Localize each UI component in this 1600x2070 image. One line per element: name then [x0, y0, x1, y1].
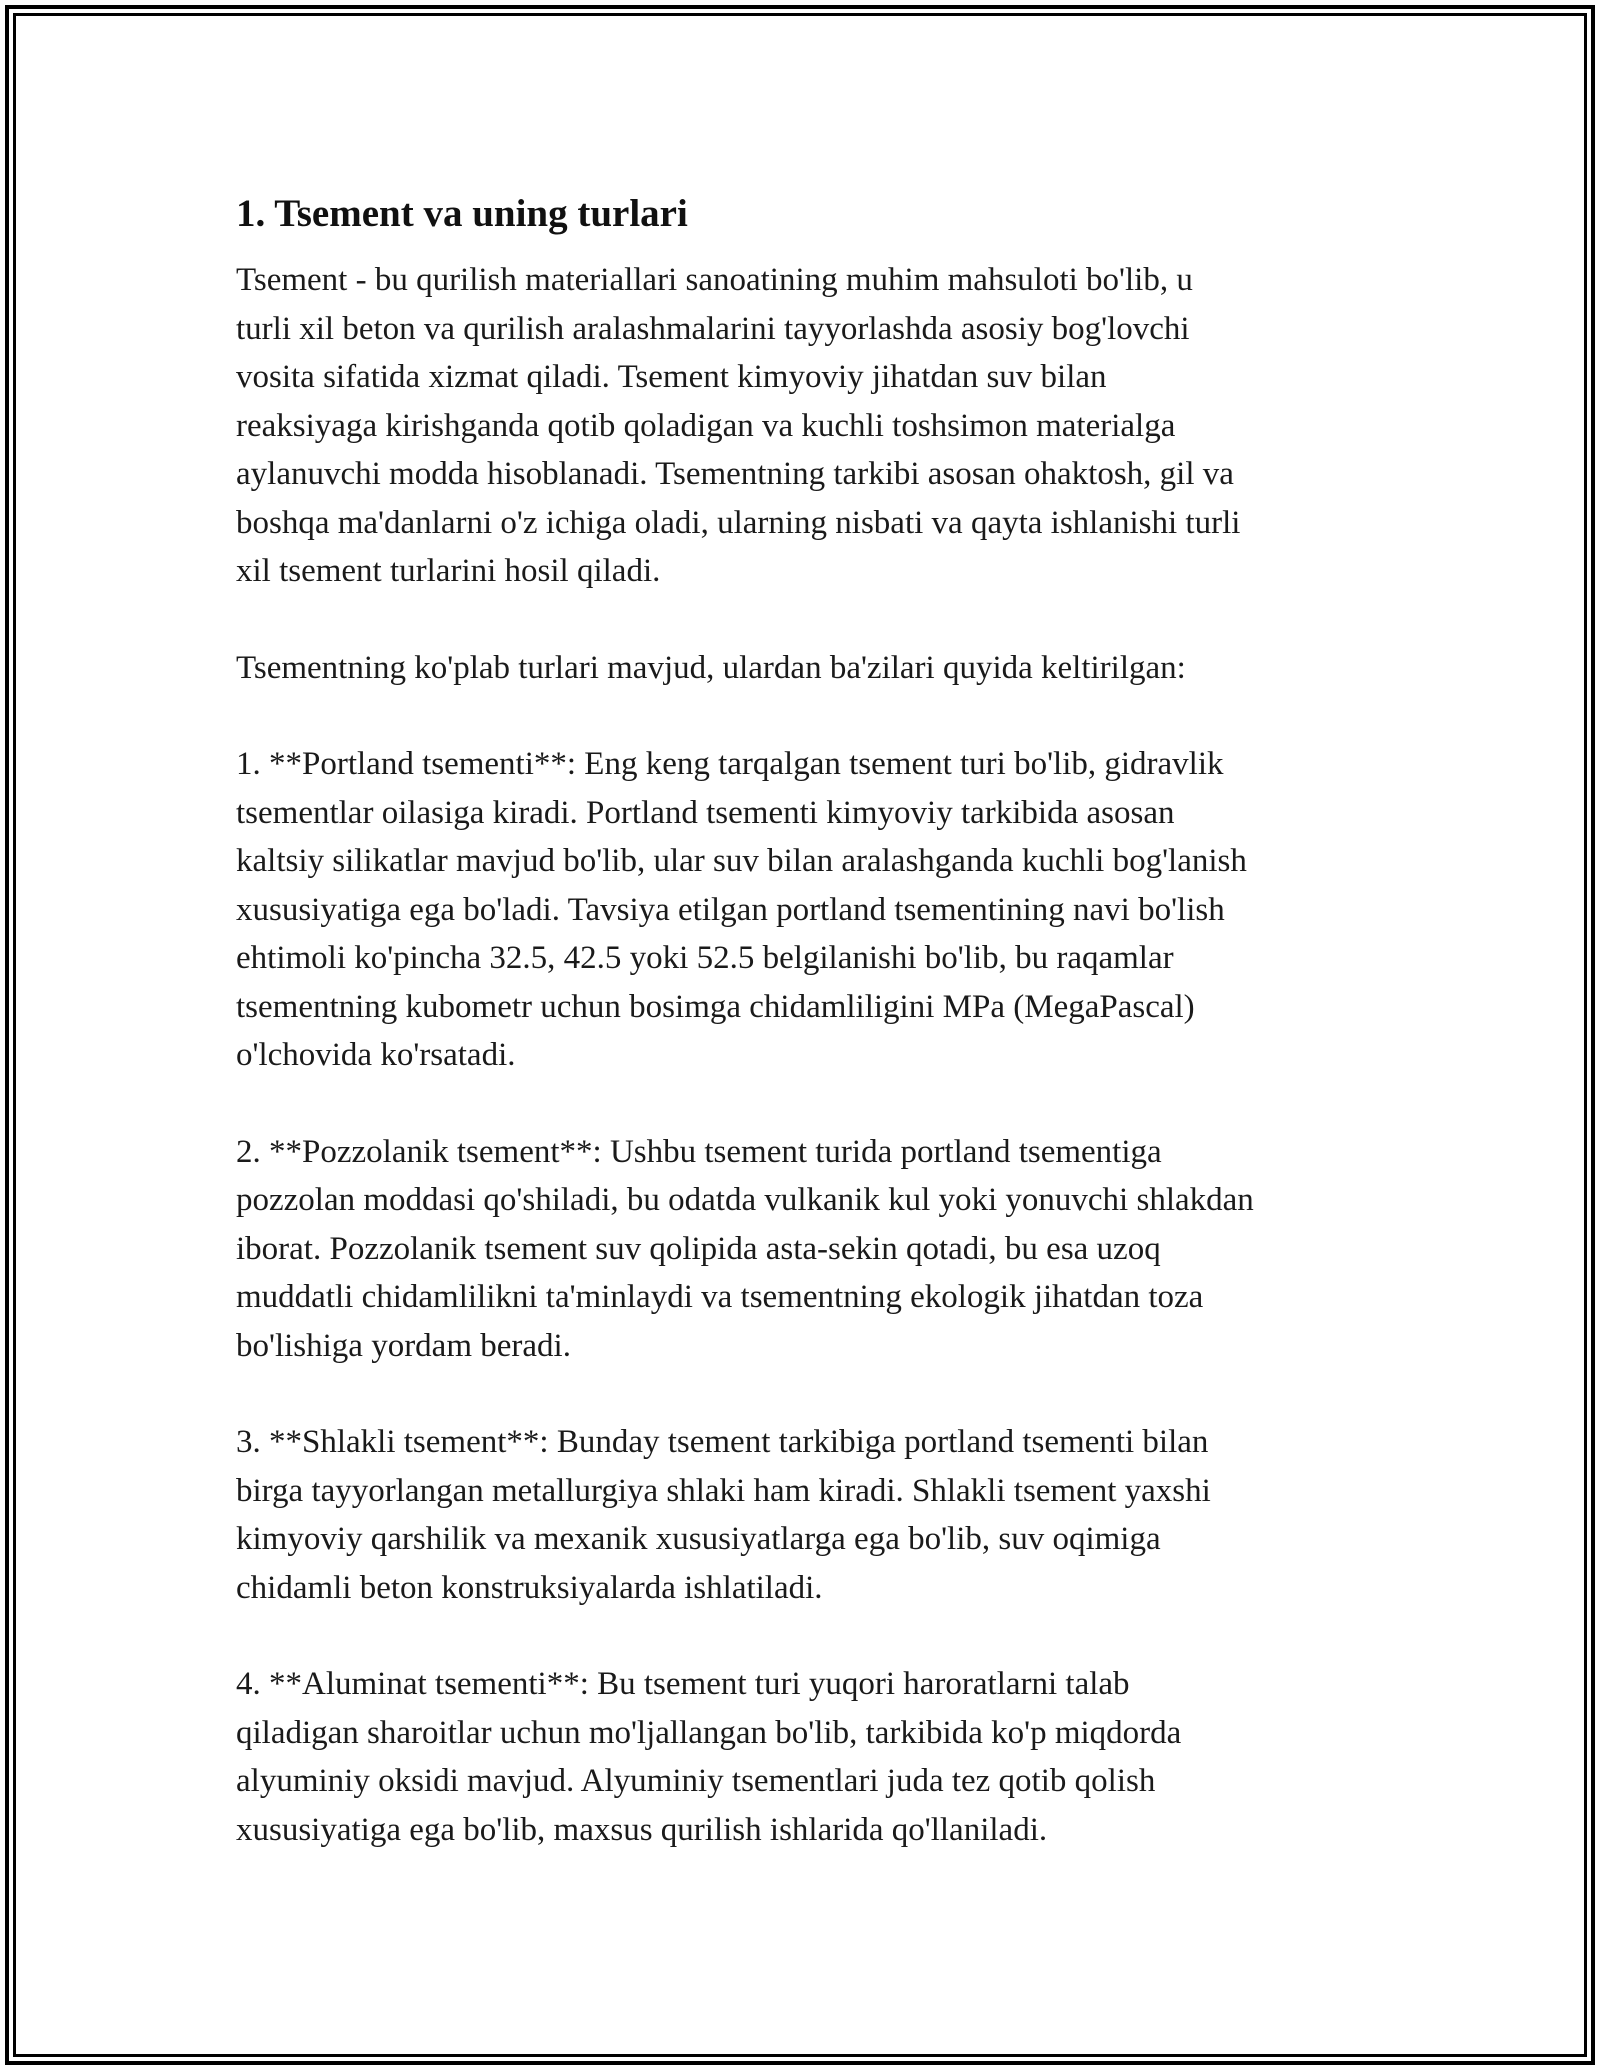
types-intro-paragraph: Tsementning ko'plab turlari mavjud, ulardan ba'zilari quyida keltirilgan:	[236, 649, 1186, 686]
intro-paragraph: Tsement - bu qurilish materiallari sanoatining muhim mahsuloti bo'lib, u turli xil beton va qurilish aralashmalarini tayyorlashda asosiy bog'lovchi vosita sifatida xizmat qiladi. Tsement kimyoviy jihatdan suv bilan reaksiyaga kirishganda qotib qoladigan va kuchli toshsimon materialga aylanuvchi modda hisoblanadi. Tsementning tarkibi asosan ohaktosh, gil va boshqa ma'danlarni o'z ichiga oladi, ularning nisbati va qayta ishlanishi turli xil tsement turlarini hosil qiladi.	[236, 262, 1241, 589]
slag-cement-paragraph: 3. **Shlakli tsement**: Bunday tsement tarkibiga portland tsementi bilan birga tayyorlangan metallurgiya shlaki ham kiradi. Shlakli tsement yaxshi kimyoviy qarshilik va mexanik xususiyatlarga ega bo'lib, suv oqimiga chidamli beton konstruksiyalarda ishlatiladi.	[236, 1424, 1211, 1606]
section-heading: 1. Tsement va uning turlari	[236, 192, 688, 235]
aluminate-cement-paragraph: 4. **Aluminat tsementi**: Bu tsement turi yuqori haroratlarni talab qiladigan sharoitlar uchun mo'ljallangan bo'lib, tarkibida ko'p miqdorda alyuminiy oksidi mavjud. Alyuminiy tsementlari juda tez qotib qolish xususiyatiga ega bo'lib, maxsus qurilish ishlarida qo'llaniladi.	[236, 1666, 1182, 1848]
pozzolanic-cement-paragraph: 2. **Pozzolanik tsement**: Ushbu tsement turida portland tsementiga pozzolan moddasi qo'shiladi, bu odatda vulkanik kul yoki yonuvchi shlakdan iborat. Pozzolanik tsement suv qolipida asta-sekin qotadi, bu esa uzoq muddatli chidamlilikni ta'minlaydi va tsementning ekologik jihatdan toza bo'lishiga yordam beradi.	[236, 1133, 1254, 1364]
portland-cement-paragraph: 1. **Portland tsementi**: Eng keng tarqalgan tsement turi bo'lib, gidravlik tsementlar oilasiga kiradi. Portland tsementi kimyoviy tarkibida asosan kaltsiy silikatlar mavjud bo'lib, ular suv bilan aralashganda kuchli bog'lanish xususiyatiga ega bo'ladi. Tavsiya etilgan portland tsementining navi bo'lish ehtimoli ko'pincha 32.5, 42.5 yoki 52.5 belgilanishi bo'lib, bu raqamlar tsementning kubometr uchun bosimga chidamliligini MPa (MegaPascal) o'lchovida ko'rsatadi.	[236, 746, 1247, 1073]
document-body	[236, 188, 1376, 1854]
